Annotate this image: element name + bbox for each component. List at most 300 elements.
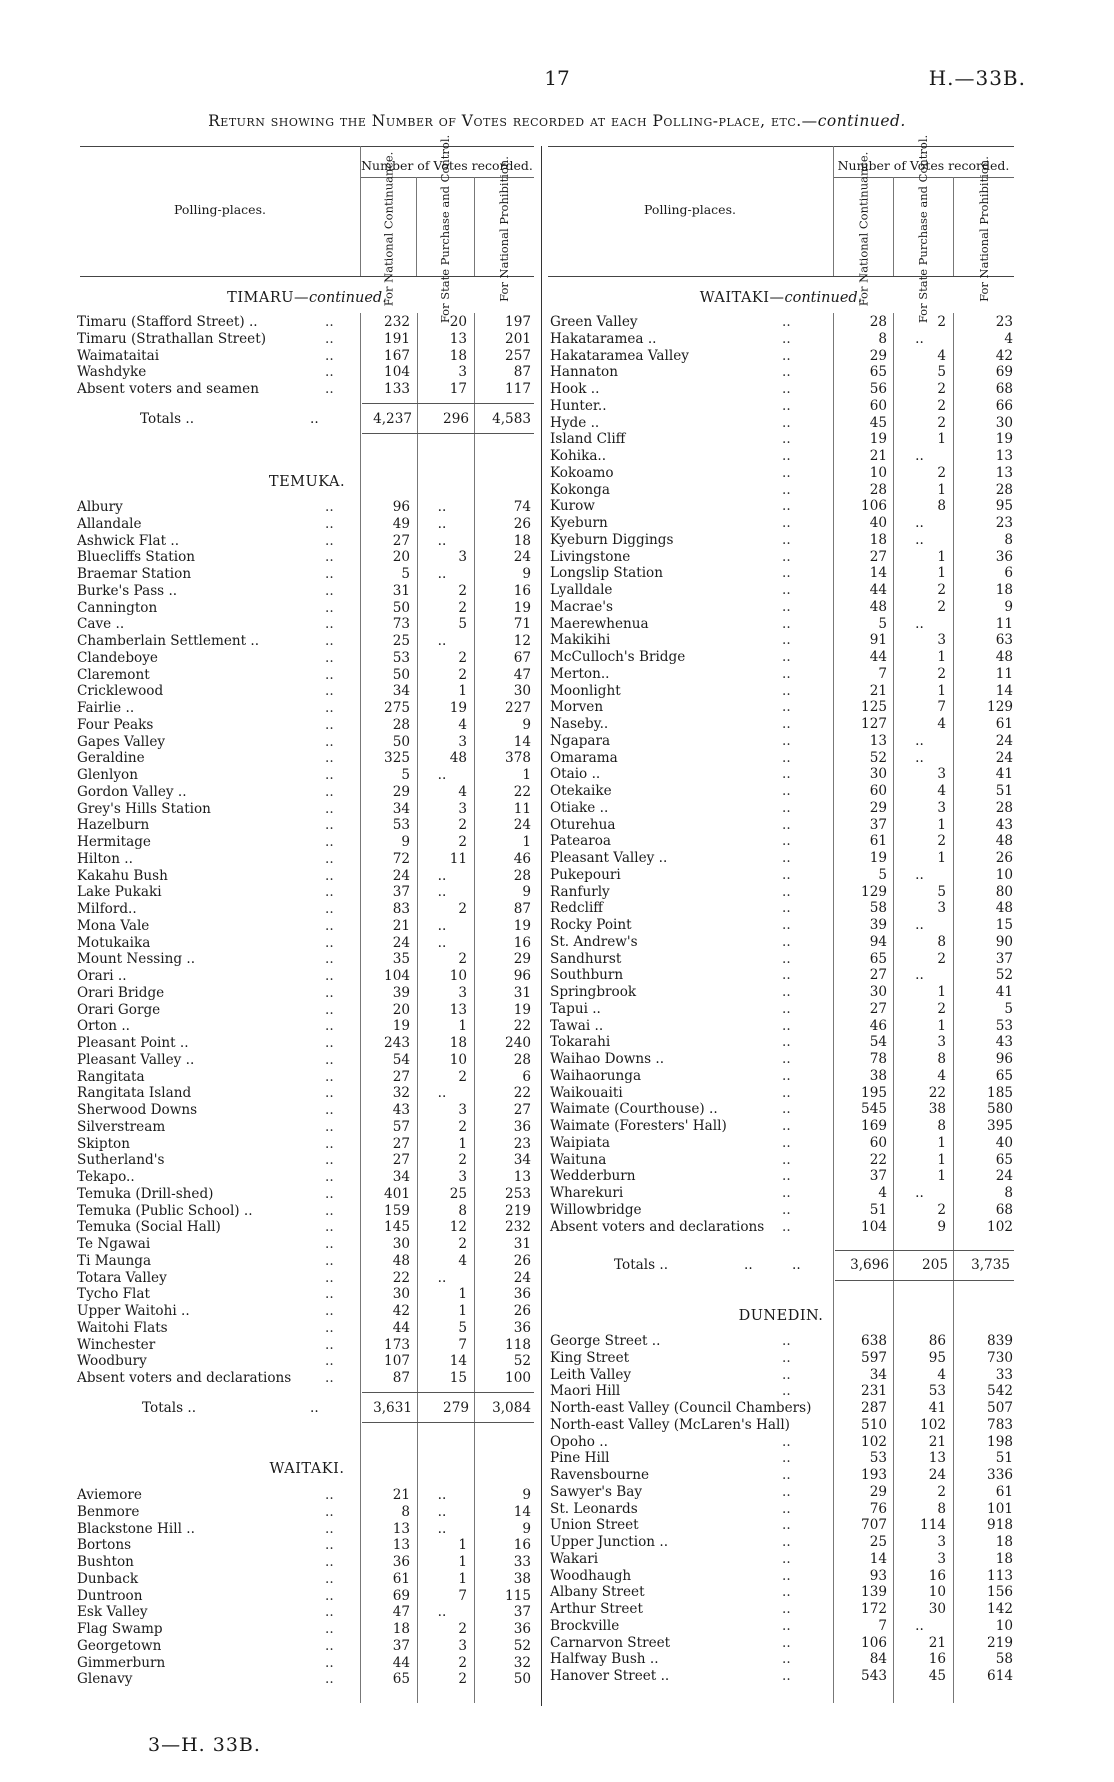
continuance-votes: 37: [869, 816, 887, 833]
heading-main: Return showing the Number of Votes recorded at each Polling-place, etc.—: [208, 112, 818, 130]
polling-place-name: Motukaika: [77, 934, 151, 951]
table-waitaki: [77, 1487, 537, 1688]
table-row: [550, 1152, 1016, 1169]
continuance-votes: 61: [869, 833, 887, 850]
polling-place-name: Albury: [77, 499, 123, 515]
table-timaru: [77, 314, 537, 398]
continuance-votes: 49: [392, 515, 410, 532]
leader-dots: ..: [325, 381, 334, 397]
state-purchase-votes: 1: [937, 431, 946, 448]
prohibition-votes: 19: [513, 1001, 531, 1018]
table-row: [550, 1450, 1016, 1467]
continuance-votes: 18: [392, 1621, 410, 1637]
polling-place-name: Otekaike: [550, 783, 612, 799]
leader-dots: ..: [782, 766, 791, 783]
polling-place-name: Skipton: [77, 1135, 131, 1152]
table-row: [550, 498, 1016, 515]
leader-dots: ..: [782, 515, 791, 531]
continuance-votes: 8: [401, 1503, 410, 1520]
state-purchase-votes: 2: [937, 665, 946, 682]
continuance-votes: 106: [861, 1634, 887, 1651]
state-purchase-votes: 19: [449, 700, 467, 716]
polling-place-name: Willowbridge: [550, 1201, 642, 1218]
prohibition-votes: 101: [987, 1500, 1013, 1517]
polling-place-name: Temuka (Social Hall): [77, 1219, 221, 1236]
prohibition-votes: 48: [995, 900, 1013, 917]
polling-place-name: Moonlight: [550, 682, 621, 699]
prohibition-votes: 48: [995, 649, 1013, 665]
prohibition-votes: 14: [513, 733, 531, 750]
table-row: [550, 1601, 1016, 1618]
state-purchase-votes: 5: [458, 1319, 467, 1336]
prohibition-votes: 26: [995, 850, 1013, 866]
prohibition-votes: 6: [1004, 565, 1013, 582]
leader-dots: ..: [782, 1550, 791, 1567]
polling-place-name: Temuka (Drill-shed): [77, 1185, 214, 1202]
continuance-votes: 30: [869, 766, 887, 783]
polling-place-name: Ashwick Flat ..: [77, 532, 180, 549]
polling-place-name: Macrae's: [550, 598, 613, 615]
continuance-votes: 21: [869, 682, 887, 699]
table-row: [550, 1383, 1016, 1400]
table-row: [77, 1119, 537, 1136]
continuance-votes: 28: [869, 314, 887, 330]
state-purchase-votes: ..: [915, 749, 924, 766]
table-row: [77, 1588, 537, 1605]
polling-place-name: Rocky Point: [550, 917, 632, 933]
state-purchase-votes: 2: [458, 901, 467, 917]
table-row: [550, 967, 1016, 984]
totals-label: Totals ..: [140, 411, 195, 427]
col-prohibition-header: For National Prohibition.: [497, 156, 512, 302]
continuance-votes: 27: [392, 1152, 410, 1169]
polling-place-name: Glenavy: [77, 1671, 133, 1688]
continuance-votes: 29: [869, 347, 887, 364]
leader-dots: ..: [782, 749, 791, 766]
prohibition-votes: 9: [522, 1520, 531, 1537]
state-purchase-votes: ..: [915, 615, 924, 632]
table-row: [77, 1671, 537, 1688]
prohibition-votes: 14: [995, 682, 1013, 699]
state-purchase-votes: ..: [437, 867, 447, 884]
state-purchase-votes: 1: [937, 816, 946, 833]
prohibition-votes: 36: [513, 1118, 531, 1135]
state-purchase-votes: 24: [928, 1467, 946, 1483]
leader-dots: ..: [325, 1587, 334, 1604]
continuance-votes: 8: [878, 330, 887, 347]
polling-place-name: Kurow: [550, 498, 595, 515]
prohibition-votes: 36: [513, 1319, 531, 1336]
leader-dots: ..: [782, 598, 791, 615]
leader-dots: ..: [325, 1252, 334, 1269]
continuance-votes: 69: [392, 1587, 410, 1604]
leader-dots: ..: [325, 1051, 334, 1068]
leader-dots: ..: [782, 615, 791, 632]
leader-dots: ..: [782, 1134, 791, 1151]
polling-place-name: Pukepouri: [550, 866, 621, 883]
continuance-votes: 195: [861, 1084, 887, 1101]
state-purchase-votes: 86: [928, 1333, 946, 1349]
prohibition-votes: 65: [995, 1067, 1013, 1084]
table-row: [550, 1185, 1016, 1202]
leader-dots: ..: [325, 984, 334, 1001]
state-purchase-votes: ..: [437, 633, 447, 649]
table-row: [550, 1018, 1016, 1035]
polling-place-name: Bluecliffs Station: [77, 549, 196, 566]
table-row: [77, 1085, 537, 1102]
state-purchase-votes: ..: [915, 531, 924, 548]
state-purchase-votes: 12: [449, 1219, 467, 1236]
continuance-votes: 7: [878, 665, 887, 682]
table-row: [77, 1571, 537, 1588]
state-purchase-votes: 2: [937, 1201, 946, 1218]
continuance-votes: 96: [392, 499, 410, 515]
leader-dots: ..: [325, 1554, 334, 1570]
leader-dots: ..: [325, 616, 334, 633]
continuance-votes: 44: [869, 649, 887, 665]
table-row: [550, 783, 1016, 800]
prohibition-votes: 13: [513, 1169, 531, 1185]
state-purchase-votes: 2: [458, 649, 467, 666]
continuance-votes: 45: [869, 414, 887, 431]
prohibition-votes: 61: [995, 1483, 1013, 1500]
prohibition-votes: 24: [513, 1269, 531, 1286]
continuance-votes: 275: [384, 700, 410, 716]
polling-place-name: Wakari: [550, 1550, 599, 1567]
polling-place-name: Georgetown: [77, 1637, 162, 1654]
polling-place-name: Pleasant Valley ..: [550, 850, 668, 866]
table-row: [77, 364, 537, 381]
continuance-votes: 76: [869, 1500, 887, 1517]
prohibition-votes: 9: [1004, 598, 1013, 615]
polling-place-name: Upper Waitohi ..: [77, 1303, 190, 1319]
polling-place-name: Gimmerburn: [77, 1654, 166, 1671]
polling-place-name: Morven: [550, 699, 604, 716]
polling-place-name: St. Leonards: [550, 1500, 638, 1517]
leader-dots: ..: [782, 682, 791, 699]
state-purchase-votes: 8: [937, 933, 946, 950]
continuance-votes: 38: [869, 1067, 887, 1084]
leader-dots: ..: [782, 1467, 791, 1483]
heading-continued: continued.: [817, 112, 906, 130]
table-row: [550, 599, 1016, 616]
state-purchase-votes: ..: [437, 532, 447, 549]
table-dunedin: [550, 1333, 1016, 1685]
prohibition-votes: 19: [513, 599, 531, 616]
polling-place-name: Merton..: [550, 665, 610, 682]
polling-place-name: Washdyke: [77, 364, 147, 381]
table-row: [77, 683, 537, 700]
polling-place-name: North-east Valley (Council Chambers): [550, 1400, 812, 1416]
state-purchase-votes: 2: [937, 381, 946, 397]
leader-dots: ..: [325, 700, 334, 716]
polling-place-name: Mount Nessing ..: [77, 951, 196, 968]
prohibition-votes: 18: [995, 1550, 1013, 1567]
totals-label: Totals ..: [142, 1400, 197, 1416]
state-purchase-votes: 2: [458, 1671, 467, 1688]
prohibition-votes: 102: [987, 1218, 1013, 1235]
continuance-votes: 34: [869, 1366, 887, 1383]
polling-place-name: Kohika..: [550, 448, 607, 464]
continuance-votes: 129: [861, 883, 887, 900]
table-row: [77, 1621, 537, 1638]
totals-rule: [835, 1250, 1014, 1251]
leader-dots: ..: [325, 549, 334, 566]
table-row: [77, 901, 537, 918]
polling-place-name: Clandeboye: [77, 649, 158, 666]
polling-place-name: Southburn: [550, 967, 624, 984]
col-prohibition-header: For National Prohibition.: [976, 156, 991, 302]
table-row: [550, 800, 1016, 817]
table-row: [550, 431, 1016, 448]
prohibition-votes: 113: [987, 1567, 1013, 1584]
continuance-votes: 93: [869, 1567, 887, 1584]
polling-place-name: Hook ..: [550, 381, 600, 397]
state-purchase-votes: 1: [458, 1303, 467, 1319]
prohibition-votes: 185: [987, 1084, 1013, 1101]
continuance-votes: 21: [392, 917, 410, 934]
polling-place-name: Halfway Bush ..: [550, 1651, 659, 1668]
polling-place-name: Flag Swamp: [77, 1621, 163, 1637]
state-purchase-votes: 11: [449, 850, 467, 867]
prohibition-votes: 12: [513, 633, 531, 649]
state-purchase-votes: 2: [458, 1118, 467, 1135]
continuance-votes: 172: [861, 1601, 887, 1617]
polling-place-name: Opoho ..: [550, 1433, 608, 1450]
prohibition-votes: 29: [513, 951, 531, 968]
continuance-votes: 83: [392, 901, 410, 917]
leader-dots: ..: [782, 565, 791, 582]
polling-place-name: Milford..: [77, 901, 137, 917]
state-purchase-votes: 16: [928, 1567, 946, 1584]
total-prohibition: 3,084: [492, 1400, 531, 1416]
polling-place-name: Ravensbourne: [550, 1467, 650, 1483]
table-row: [77, 331, 537, 348]
polling-place-name: Waipiata: [550, 1134, 610, 1151]
polling-place-name: Burke's Pass ..: [77, 582, 178, 599]
table-row: [77, 650, 537, 667]
state-purchase-votes: ..: [437, 1503, 447, 1520]
table-row: [77, 348, 537, 365]
prohibition-votes: 51: [995, 783, 1013, 799]
prohibition-votes: 11: [513, 800, 531, 817]
polling-place-name: Allandale: [77, 515, 142, 532]
continuance-votes: 145: [384, 1219, 410, 1236]
state-purchase-votes: ..: [437, 1487, 447, 1503]
table-row: [77, 1638, 537, 1655]
state-purchase-votes: 21: [928, 1634, 946, 1651]
state-purchase-votes: ..: [437, 566, 447, 582]
state-purchase-votes: 3: [937, 1550, 946, 1567]
continuance-votes: 32: [392, 1085, 410, 1102]
leader-dots: ..: [782, 1218, 791, 1235]
leader-dots: ..: [325, 1604, 334, 1621]
leader-dots: ..: [325, 1336, 334, 1353]
continuance-votes: 39: [869, 917, 887, 933]
polling-place-name: Brockville: [550, 1617, 620, 1634]
polling-place-name: Orari ..: [77, 968, 127, 984]
footer-code: 3—H. 33B.: [148, 1734, 261, 1756]
prohibition-votes: 31: [513, 1236, 531, 1252]
continuance-votes: 4: [878, 1185, 887, 1201]
leader-dots: ..: [325, 716, 334, 733]
leader-dots: ..: [782, 1084, 791, 1101]
leader-dots: ..: [782, 1168, 791, 1185]
state-purchase-votes: 4: [937, 347, 946, 364]
prohibition-votes: 614: [987, 1668, 1013, 1684]
table-row: [550, 733, 1016, 750]
state-purchase-votes: 1: [937, 1017, 946, 1034]
prohibition-votes: 68: [995, 1201, 1013, 1218]
polling-place-name: Bushton: [77, 1554, 134, 1570]
state-purchase-votes: 18: [449, 1035, 467, 1051]
prohibition-votes: 14: [513, 1503, 531, 1520]
state-purchase-votes: 3: [458, 733, 467, 750]
state-purchase-votes: 8: [937, 498, 946, 515]
prohibition-votes: 16: [513, 1537, 531, 1554]
polling-place-name: Glenlyon: [77, 767, 138, 783]
leader-dots: ..: [325, 1135, 334, 1152]
leader-dots: ..: [782, 1433, 791, 1450]
continuance-votes: 10: [869, 464, 887, 481]
state-purchase-votes: 3: [458, 549, 467, 566]
state-purchase-votes: 3: [458, 984, 467, 1001]
table-row: [77, 750, 537, 767]
polling-place-name: Maerewhenua: [550, 615, 649, 632]
polling-place-name: Livingstone: [550, 548, 631, 565]
state-purchase-votes: 3: [937, 799, 946, 816]
prohibition-votes: 80: [995, 883, 1013, 900]
leader-dots: ..: [782, 1483, 791, 1500]
total-state-purchase: 296: [443, 411, 469, 427]
leader-dots: ..: [325, 934, 334, 951]
continuance-votes: 173: [384, 1336, 410, 1353]
continuance-votes: 47: [392, 1604, 410, 1621]
continuance-votes: 46: [869, 1017, 887, 1034]
prohibition-votes: 18: [995, 582, 1013, 598]
prohibition-votes: 69: [995, 364, 1013, 381]
polling-place-name: Dunback: [77, 1570, 139, 1587]
leader-dots: ..: [782, 397, 791, 414]
table-row: [550, 716, 1016, 733]
table-row: [550, 766, 1016, 783]
prohibition-votes: 41: [995, 984, 1013, 1000]
leader-dots: ..: [325, 1018, 334, 1035]
continuance-votes: 57: [392, 1118, 410, 1135]
table-row: [550, 364, 1016, 381]
leader-dots: ..: [325, 566, 334, 582]
state-purchase-votes: 4: [458, 1252, 467, 1269]
polling-place-name: Winchester: [77, 1336, 156, 1353]
table-row: [77, 1303, 537, 1320]
table-row: [77, 1253, 537, 1270]
state-purchase-votes: 4: [937, 783, 946, 799]
total-state-purchase: 205: [922, 1257, 948, 1273]
prohibition-votes: 24: [995, 749, 1013, 766]
section-title-waitaki-continued: WAITAKI—continued.: [699, 290, 863, 306]
leader-dots: ..: [325, 1353, 334, 1370]
prohibition-votes: 22: [513, 1085, 531, 1102]
leader-dots: ..: [325, 1319, 334, 1336]
continuance-votes: 5: [878, 866, 887, 883]
totals-dots: ..: [310, 1400, 319, 1416]
votes-header-right: Number of Votes recorded.: [837, 158, 1010, 173]
section-title-dunedin: DUNEDIN.: [738, 1308, 824, 1324]
prohibition-votes: 65: [995, 1151, 1013, 1168]
leader-dots: ..: [325, 1621, 334, 1637]
state-purchase-votes: 2: [937, 598, 946, 615]
polling-place-name: Tekapo..: [77, 1169, 135, 1185]
polling-place-name: Gordon Valley ..: [77, 783, 187, 800]
polling-place-name: Otaio ..: [550, 766, 601, 783]
state-purchase-votes: ..: [915, 330, 924, 347]
polling-place-name: Longslip Station: [550, 565, 663, 582]
state-purchase-votes: 13: [449, 1001, 467, 1018]
prohibition-votes: 156: [987, 1584, 1013, 1601]
continuance-votes: 28: [869, 481, 887, 498]
continuance-votes: 27: [392, 1135, 410, 1152]
polling-place-name: Woodhaugh: [550, 1567, 632, 1584]
leader-dots: ..: [325, 1303, 334, 1319]
continuance-votes: 24: [392, 934, 410, 951]
state-purchase-votes: 10: [928, 1584, 946, 1601]
continuance-votes: 36: [392, 1554, 410, 1570]
prohibition-votes: 47: [513, 666, 531, 683]
continuance-votes: 28: [392, 716, 410, 733]
state-purchase-votes: ..: [437, 1520, 447, 1537]
prohibition-votes: 16: [513, 934, 531, 951]
leader-dots: ..: [325, 834, 334, 850]
table-row: [77, 381, 537, 398]
state-purchase-votes: 3: [937, 1534, 946, 1550]
table-row: [550, 314, 1016, 331]
table-row: [77, 1353, 537, 1370]
totals-dots: ..: [792, 1257, 801, 1273]
leader-dots: ..: [325, 1503, 334, 1520]
polling-place-name: Absent voters and seamen: [77, 381, 259, 397]
table-row: [550, 549, 1016, 566]
state-purchase-votes: 20: [449, 314, 467, 330]
prohibition-votes: 52: [513, 1637, 531, 1654]
polling-place-name: St. Andrew's: [550, 933, 638, 950]
table-row: [77, 1604, 537, 1621]
table-row: [77, 801, 537, 818]
state-purchase-votes: 3: [937, 632, 946, 649]
table-row: [550, 1350, 1016, 1367]
state-purchase-votes: 1: [458, 1537, 467, 1554]
continuance-votes: 48: [392, 1252, 410, 1269]
prohibition-votes: 378: [505, 750, 531, 767]
leader-dots: ..: [782, 866, 791, 883]
polling-place-name: Union Street: [550, 1517, 639, 1534]
polling-place-name: Waituna: [550, 1151, 607, 1168]
table-row: [550, 817, 1016, 834]
prohibition-votes: 41: [995, 766, 1013, 783]
state-purchase-votes: ..: [437, 1604, 447, 1621]
continuance-votes: 39: [392, 984, 410, 1001]
polling-place-name: Makikihi: [550, 632, 611, 649]
continuance-votes: 243: [384, 1035, 410, 1051]
table-row: [77, 1320, 537, 1337]
prohibition-votes: 36: [995, 548, 1013, 565]
continuance-votes: 40: [869, 515, 887, 531]
polling-place-name: Orari Bridge: [77, 984, 165, 1001]
state-purchase-votes: 2: [937, 314, 946, 330]
table-row: [550, 1635, 1016, 1652]
votes-header-left: Number of Votes recorded.: [361, 158, 533, 173]
prohibition-votes: 13: [995, 464, 1013, 481]
state-purchase-votes: 102: [920, 1416, 946, 1433]
